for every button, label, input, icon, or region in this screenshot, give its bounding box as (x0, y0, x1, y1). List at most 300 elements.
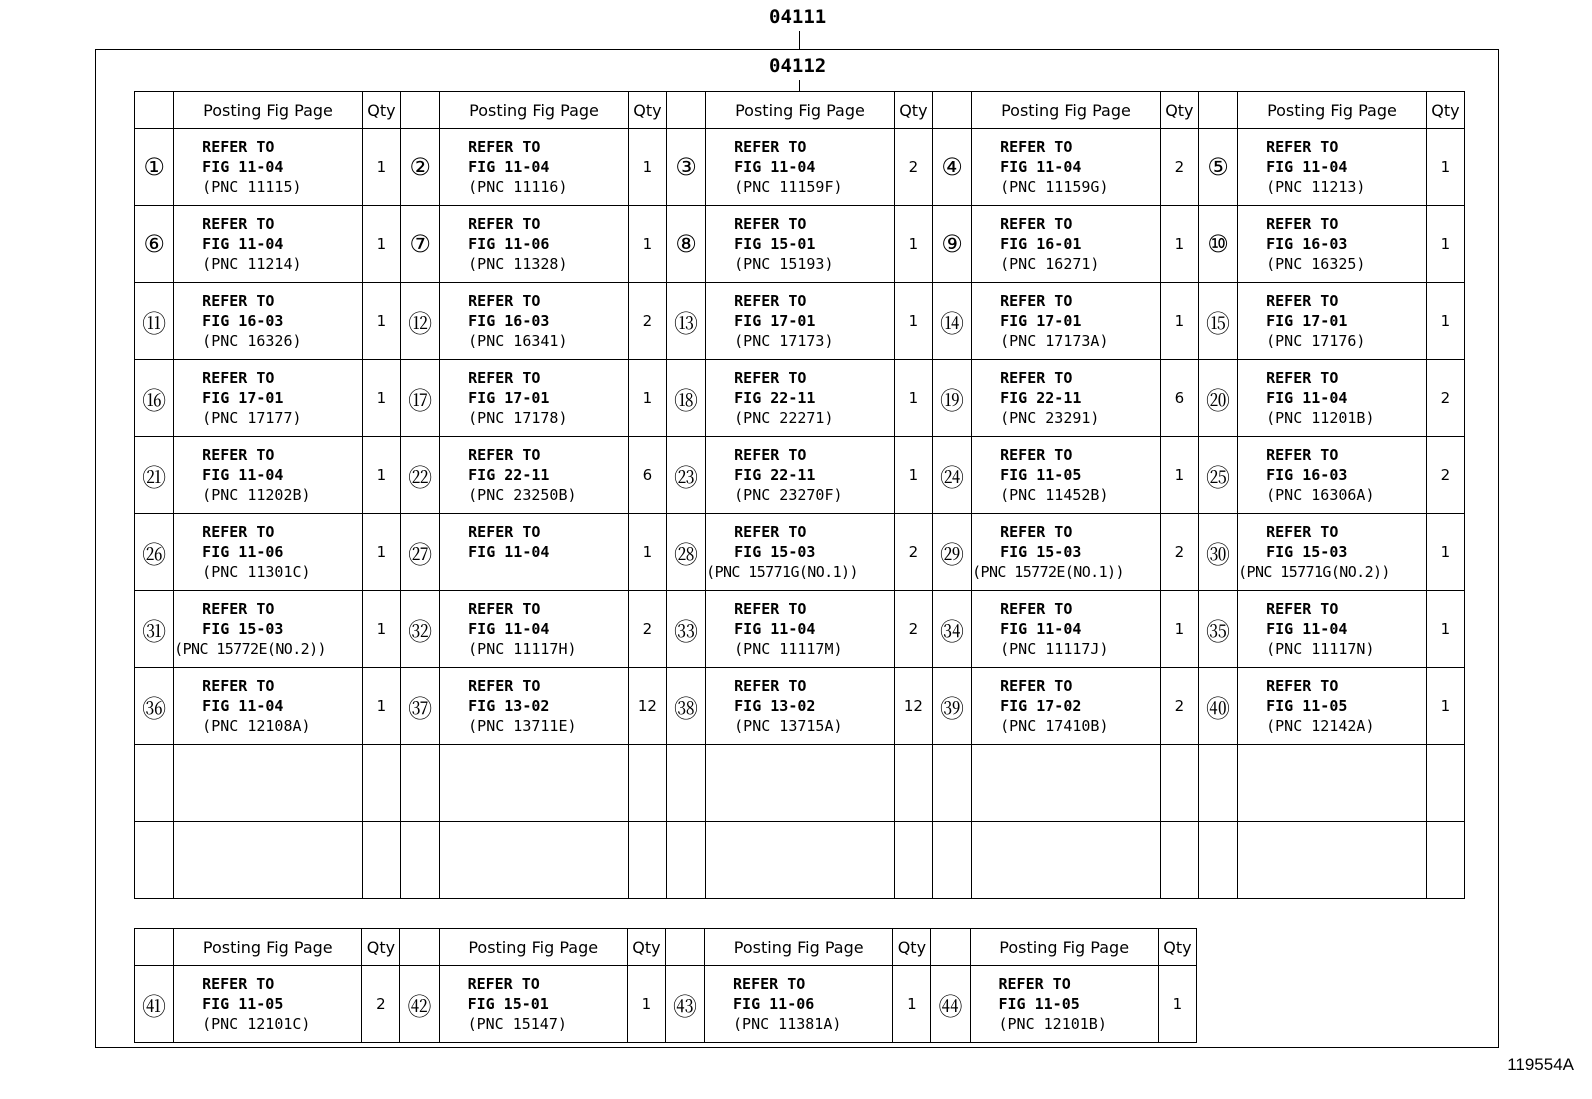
item-number: ⑬ (666, 283, 705, 360)
item-number: ㉒ (400, 437, 439, 514)
drawing-code: 119554A (1507, 1055, 1574, 1074)
item-number: ⑪ (135, 283, 174, 360)
pnc-reference: (PNC 15193) (734, 255, 834, 273)
pnc-reference: (PNC 15147) (467, 1015, 567, 1033)
header-num-cell (135, 929, 174, 966)
refer-cell (440, 283, 629, 360)
refer-cell (439, 966, 627, 1043)
reference-table-bottom (134, 928, 1197, 1043)
item-number: ㉝ (666, 591, 705, 668)
refer-cell (972, 822, 1161, 899)
item-qty: 2 (894, 129, 932, 206)
item-number: ㉑ (135, 437, 174, 514)
item-number: ㊷ (400, 966, 439, 1043)
item-number (135, 745, 174, 822)
refer-to-text: REFER TO (734, 369, 807, 387)
item-number (666, 745, 705, 822)
pnc-reference (440, 562, 628, 582)
item-number: ㉘ (666, 514, 705, 591)
refer-cell (174, 206, 363, 283)
refer-cell (1238, 822, 1427, 899)
pnc-reference: (PNC 13711E) (468, 717, 577, 735)
refer-to-text: REFER TO (468, 369, 541, 387)
item-qty (894, 822, 932, 899)
refer-to-text: REFER TO (468, 677, 541, 695)
header-qty: Qty (628, 92, 666, 129)
refer-to-text: REFER TO (202, 215, 275, 233)
leader-line (799, 31, 800, 49)
fig-reference: FIG 11-04 (1000, 620, 1082, 638)
pnc-reference: (PNC 11116) (468, 178, 568, 196)
fig-reference: FIG 17-01 (1266, 312, 1348, 330)
table-row (135, 668, 1465, 745)
item-qty (628, 745, 666, 822)
header-num-cell (135, 92, 174, 129)
pnc-reference: (PNC 16326) (202, 332, 302, 350)
refer-to-text: REFER TO (1000, 292, 1073, 310)
item-number: ⑰ (400, 360, 439, 437)
item-qty: 12 (628, 668, 666, 745)
item-qty: 1 (894, 206, 932, 283)
item-number: ㉖ (135, 514, 174, 591)
item-number: ㊲ (400, 668, 439, 745)
refer-cell (706, 129, 895, 206)
item-qty: 2 (894, 514, 932, 591)
item-qty: 6 (628, 437, 666, 514)
refer-to-text: REFER TO (468, 600, 541, 618)
item-qty: 1 (628, 129, 666, 206)
item-number (932, 745, 971, 822)
pnc-reference: (PNC 11202B) (202, 486, 311, 504)
item-number: ㉟ (1198, 591, 1237, 668)
header-qty: Qty (362, 929, 400, 966)
item-qty: 1 (894, 360, 932, 437)
item-number: ㉚ (1198, 514, 1237, 591)
pnc-reference: (PNC 11452B) (1000, 486, 1109, 504)
item-number: ㊱ (135, 668, 174, 745)
refer-to-text: REFER TO (998, 975, 1071, 993)
fig-reference: FIG 11-04 (734, 158, 816, 176)
refer-to-text: REFER TO (1266, 523, 1339, 541)
pnc-reference: (PNC 11117M) (734, 640, 843, 658)
refer-to-text: REFER TO (467, 975, 540, 993)
item-qty: 1 (362, 129, 400, 206)
refer-to-text: REFER TO (202, 600, 275, 618)
fig-reference: FIG 11-04 (1266, 620, 1348, 638)
pnc-reference: (PNC 11159F) (734, 178, 843, 196)
header-posting: Posting Fig Page (706, 92, 895, 129)
item-number: ㉜ (400, 591, 439, 668)
fig-reference: FIG 17-01 (202, 389, 284, 407)
refer-cell (706, 822, 895, 899)
item-number: ㉓ (666, 437, 705, 514)
fig-reference: FIG 11-04 (202, 466, 284, 484)
header-posting: Posting Fig Page (174, 92, 363, 129)
refer-to-text: REFER TO (1000, 446, 1073, 464)
item-qty (1160, 822, 1198, 899)
item-number: ㉛ (135, 591, 174, 668)
refer-cell (1238, 514, 1427, 591)
pnc-reference: (PNC 16325) (1266, 255, 1366, 273)
refer-to-text: REFER TO (734, 138, 807, 156)
item-qty: 1 (628, 360, 666, 437)
item-qty: 1 (894, 437, 932, 514)
item-number: ㉕ (1198, 437, 1237, 514)
table-row (135, 360, 1465, 437)
fig-reference: FIG 11-04 (202, 235, 284, 253)
item-number: ⑤ (1198, 129, 1237, 206)
refer-cell (174, 437, 363, 514)
pnc-reference: (PNC 11214) (202, 255, 302, 273)
refer-to-text: REFER TO (1266, 677, 1339, 695)
item-qty: 1 (362, 668, 400, 745)
item-qty: 2 (1160, 129, 1198, 206)
item-number: ⑭ (932, 283, 971, 360)
refer-cell (972, 283, 1161, 360)
pnc-reference: (PNC 13715A) (734, 717, 843, 735)
item-qty: 1 (628, 206, 666, 283)
pnc-reference: (PNC 22271) (734, 409, 834, 427)
item-number: ㊸ (665, 966, 704, 1043)
refer-to-text: REFER TO (202, 975, 275, 993)
fig-reference: FIG 17-01 (1000, 312, 1082, 330)
pnc-reference: (PNC 11117H) (468, 640, 577, 658)
header-posting: Posting Fig Page (972, 92, 1161, 129)
item-qty: 1 (1426, 283, 1464, 360)
refer-cell (706, 360, 895, 437)
refer-to-text: REFER TO (1000, 369, 1073, 387)
item-qty (1160, 745, 1198, 822)
item-qty: 1 (1426, 591, 1464, 668)
fig-reference: FIG 11-06 (468, 235, 550, 253)
item-qty: 2 (894, 591, 932, 668)
refer-cell (440, 437, 629, 514)
item-qty: 1 (893, 966, 931, 1043)
item-number: ⑦ (400, 206, 439, 283)
refer-cell (174, 966, 362, 1043)
item-qty (362, 822, 400, 899)
header-posting: Posting Fig Page (174, 929, 362, 966)
fig-reference: FIG 15-03 (202, 620, 284, 638)
refer-cell (705, 966, 893, 1043)
fig-reference: FIG 11-05 (998, 995, 1080, 1013)
item-qty: 1 (362, 283, 400, 360)
fig-reference: FIG 11-04 (202, 158, 284, 176)
pnc-reference: (PNC 11301C) (202, 563, 311, 581)
refer-to-text: REFER TO (468, 215, 541, 233)
header-qty: Qty (1426, 92, 1464, 129)
fig-reference: FIG 11-04 (1266, 158, 1348, 176)
refer-cell (972, 206, 1161, 283)
pnc-reference: (PNC 23291) (1000, 409, 1100, 427)
pnc-reference: (PNC 15771G(NO.2)) (1238, 563, 1390, 581)
item-qty: 1 (628, 514, 666, 591)
item-qty: 1 (1158, 966, 1196, 1043)
refer-to-text: REFER TO (1000, 677, 1073, 695)
fig-reference: FIG 11-04 (202, 697, 284, 715)
item-qty: 1 (627, 966, 665, 1043)
fig-reference: FIG 11-06 (202, 543, 284, 561)
refer-cell (970, 966, 1158, 1043)
item-qty: 2 (628, 591, 666, 668)
pnc-reference: (PNC 16306A) (1266, 486, 1375, 504)
item-number: ㊴ (932, 668, 971, 745)
item-number: ⑫ (400, 283, 439, 360)
item-number: ㊶ (135, 966, 174, 1043)
item-qty (894, 745, 932, 822)
refer-cell (440, 360, 629, 437)
fig-reference: FIG 16-03 (468, 312, 550, 330)
refer-cell (440, 745, 629, 822)
item-qty: 1 (362, 514, 400, 591)
refer-cell (1238, 283, 1427, 360)
item-number: ㊹ (931, 966, 970, 1043)
assembly-label-04112: 04112 (769, 55, 827, 77)
item-qty: 1 (1426, 514, 1464, 591)
fig-reference: FIG 16-03 (1266, 466, 1348, 484)
refer-to-text: REFER TO (202, 369, 275, 387)
refer-cell (972, 745, 1161, 822)
item-number: ① (135, 129, 174, 206)
item-qty: 1 (1160, 206, 1198, 283)
refer-cell (174, 745, 363, 822)
refer-cell (1238, 437, 1427, 514)
assembly-label-04111: 04111 (769, 6, 827, 28)
fig-reference: FIG 15-03 (1266, 543, 1348, 561)
fig-reference: FIG 11-06 (733, 995, 815, 1013)
refer-cell (440, 822, 629, 899)
item-qty: 1 (362, 437, 400, 514)
item-qty: 2 (1426, 437, 1464, 514)
refer-cell (174, 668, 363, 745)
pnc-reference: (PNC 23270F) (734, 486, 843, 504)
fig-reference: FIG 15-01 (467, 995, 549, 1013)
header-qty: Qty (362, 92, 400, 129)
pnc-reference: (PNC 12101C) (202, 1015, 311, 1033)
refer-to-text: REFER TO (734, 292, 807, 310)
header-qty: Qty (1160, 92, 1198, 129)
item-qty: 2 (362, 966, 400, 1043)
refer-cell (972, 437, 1161, 514)
reference-table-main (134, 91, 1465, 899)
pnc-reference: (PNC 17176) (1266, 332, 1366, 350)
pnc-reference: (PNC 17177) (202, 409, 302, 427)
pnc-reference: (PNC 12101B) (998, 1015, 1107, 1033)
pnc-reference: (PNC 11328) (468, 255, 568, 273)
pnc-reference: (PNC 12142A) (1266, 717, 1375, 735)
pnc-reference: (PNC 15772E(NO.2)) (174, 640, 326, 658)
item-number: ㊵ (1198, 668, 1237, 745)
refer-cell (706, 591, 895, 668)
pnc-reference: (PNC 16341) (468, 332, 568, 350)
header-qty: Qty (893, 929, 931, 966)
item-qty (362, 745, 400, 822)
refer-cell (706, 206, 895, 283)
pnc-reference: (PNC 15771G(NO.1)) (706, 563, 858, 581)
refer-cell (706, 668, 895, 745)
refer-to-text: REFER TO (734, 446, 807, 464)
header-qty: Qty (894, 92, 932, 129)
table-row (135, 129, 1465, 206)
pnc-reference: (PNC 11159G) (1000, 178, 1109, 196)
pnc-reference: (PNC 11117N) (1266, 640, 1375, 658)
refer-to-text: REFER TO (202, 523, 275, 541)
refer-cell (440, 206, 629, 283)
header-posting: Posting Fig Page (439, 929, 627, 966)
fig-reference: FIG 11-04 (468, 620, 550, 638)
fig-reference: FIG 16-03 (1266, 235, 1348, 253)
fig-reference: FIG 22-11 (734, 389, 816, 407)
table-row (135, 206, 1465, 283)
item-number: ㊳ (666, 668, 705, 745)
fig-reference: FIG 11-04 (734, 620, 816, 638)
item-qty: 1 (1160, 437, 1198, 514)
item-number (1198, 745, 1237, 822)
table-row (135, 514, 1465, 591)
table-row (135, 591, 1465, 668)
fig-reference: FIG 17-01 (734, 312, 816, 330)
item-qty: 1 (1160, 283, 1198, 360)
refer-cell (706, 514, 895, 591)
refer-to-text: REFER TO (1266, 292, 1339, 310)
refer-cell (972, 129, 1161, 206)
refer-cell (174, 129, 363, 206)
item-number: ⑱ (666, 360, 705, 437)
item-number: ㉗ (400, 514, 439, 591)
table-row (135, 822, 1465, 899)
item-number (400, 822, 439, 899)
item-number: ⑨ (932, 206, 971, 283)
refer-cell (706, 745, 895, 822)
item-number (135, 822, 174, 899)
fig-reference: FIG 15-03 (734, 543, 816, 561)
refer-cell (440, 514, 629, 591)
header-num-cell (665, 929, 704, 966)
pnc-reference: (PNC 11381A) (733, 1015, 842, 1033)
item-number: ㉙ (932, 514, 971, 591)
item-qty (628, 822, 666, 899)
header-posting: Posting Fig Page (1238, 92, 1427, 129)
item-qty (1426, 822, 1464, 899)
pnc-reference: (PNC 17173A) (1000, 332, 1109, 350)
table-row (135, 283, 1465, 360)
fig-reference: FIG 11-05 (202, 995, 284, 1013)
header-num-cell (932, 92, 971, 129)
item-number (1198, 822, 1237, 899)
refer-to-text: REFER TO (733, 975, 806, 993)
header-num-cell (931, 929, 970, 966)
item-number: ㉞ (932, 591, 971, 668)
refer-cell (1238, 129, 1427, 206)
refer-cell (972, 360, 1161, 437)
header-row (135, 92, 1465, 129)
pnc-reference: (PNC 16271) (1000, 255, 1100, 273)
refer-to-text: REFER TO (202, 292, 275, 310)
fig-reference: FIG 22-11 (1000, 389, 1082, 407)
refer-to-text: REFER TO (1266, 138, 1339, 156)
fig-reference: FIG 17-02 (1000, 697, 1082, 715)
refer-cell (1238, 668, 1427, 745)
refer-to-text: REFER TO (1000, 600, 1073, 618)
leader-line (799, 80, 800, 91)
fig-reference: FIG 11-04 (1266, 389, 1348, 407)
header-num-cell (400, 92, 439, 129)
fig-reference: FIG 11-04 (468, 158, 550, 176)
refer-to-text: REFER TO (468, 292, 541, 310)
refer-cell (440, 591, 629, 668)
item-number (932, 822, 971, 899)
item-number (666, 822, 705, 899)
refer-to-text: REFER TO (202, 138, 275, 156)
pnc-reference: (PNC 15772E(NO.1)) (972, 563, 1124, 581)
refer-cell (174, 283, 363, 360)
item-number: ⑯ (135, 360, 174, 437)
fig-reference: FIG 15-03 (1000, 543, 1082, 561)
header-posting: Posting Fig Page (970, 929, 1158, 966)
refer-cell (174, 591, 363, 668)
pnc-reference: (PNC 17178) (468, 409, 568, 427)
refer-to-text: REFER TO (1266, 215, 1339, 233)
table-row (135, 966, 1197, 1043)
pnc-reference: (PNC 23250B) (468, 486, 577, 504)
table-row (135, 437, 1465, 514)
fig-reference: FIG 17-01 (468, 389, 550, 407)
item-number: ⑩ (1198, 206, 1237, 283)
pnc-reference: (PNC 11115) (202, 178, 302, 196)
refer-cell (440, 129, 629, 206)
refer-cell (1238, 591, 1427, 668)
fig-reference: FIG 13-02 (734, 697, 816, 715)
refer-to-text: REFER TO (734, 215, 807, 233)
refer-to-text: REFER TO (1266, 369, 1339, 387)
refer-to-text: REFER TO (1266, 446, 1339, 464)
pnc-reference: (PNC 12108A) (202, 717, 311, 735)
refer-to-text: REFER TO (1266, 600, 1339, 618)
fig-reference: FIG 16-01 (1000, 235, 1082, 253)
item-number: ⑲ (932, 360, 971, 437)
item-number: ⑮ (1198, 283, 1237, 360)
refer-to-text: REFER TO (202, 677, 275, 695)
item-qty (1426, 745, 1464, 822)
header-num-cell (1198, 92, 1237, 129)
refer-cell (1238, 206, 1427, 283)
item-qty: 1 (362, 206, 400, 283)
item-qty: 1 (1426, 206, 1464, 283)
refer-cell (440, 668, 629, 745)
refer-cell (174, 822, 363, 899)
refer-to-text: REFER TO (1000, 215, 1073, 233)
fig-reference: FIG 15-01 (734, 235, 816, 253)
refer-to-text: REFER TO (468, 446, 541, 464)
header-qty: Qty (627, 929, 665, 966)
item-qty: 1 (894, 283, 932, 360)
header-row (135, 929, 1197, 966)
table-row (135, 745, 1465, 822)
item-qty: 1 (362, 360, 400, 437)
refer-cell (1238, 360, 1427, 437)
fig-reference: FIG 11-04 (1000, 158, 1082, 176)
refer-cell (1238, 745, 1427, 822)
refer-cell (972, 591, 1161, 668)
item-number: ② (400, 129, 439, 206)
refer-cell (174, 360, 363, 437)
refer-to-text: REFER TO (202, 446, 275, 464)
refer-to-text: REFER TO (734, 523, 807, 541)
item-number (400, 745, 439, 822)
item-qty: 1 (1426, 668, 1464, 745)
pnc-reference: (PNC 17173) (734, 332, 834, 350)
item-qty: 2 (1160, 668, 1198, 745)
